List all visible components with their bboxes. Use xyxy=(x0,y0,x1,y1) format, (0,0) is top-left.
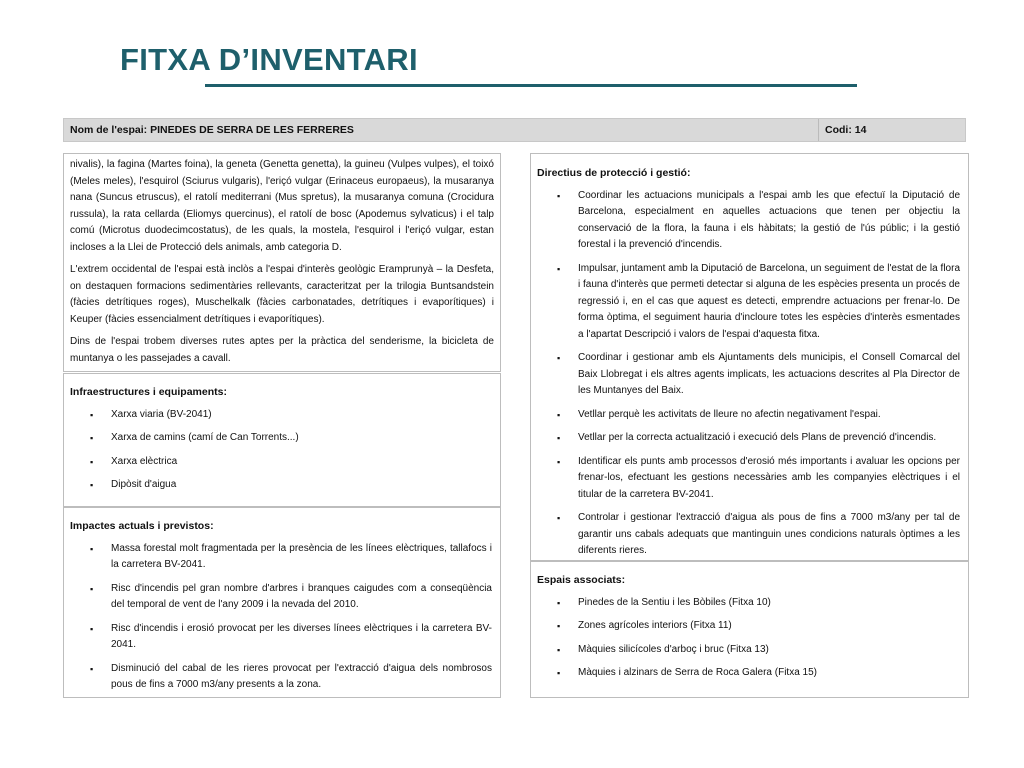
list-item: ▪ Xarxa de camins (camí de Can Torrents...) xyxy=(70,430,494,447)
list-item: ▪ Identificar els punts amb processos d'erosió més importants i avaluar les opcions per frenar-los, efectuant les gestions necessàries amb les companyies elèctriques i el titular de la carretera BV-2041. xyxy=(537,454,962,504)
intro-paragraph: L'extrem occidental de l'espai està inclòs a l'espai d'interès geològic Eramprunyà – la Desfeta, on destaquen formacions sedimentàries rellevants, caracteritzat per la trilogia Buntsandstein (fàcies detrítiques roges), Muschelkalk (fàcies carbonatades, detrítiques i evaporítiques) i Keuper (fàcies essencialment detrítiques i evaporítiques). xyxy=(70,264,494,325)
section-heading: Infraestructures i equipaments: xyxy=(70,386,227,398)
list-item: ▪ Risc d'incendis pel gran nombre d'arbres i branques caigudes com a conseqüència del temporal de vent de l'any 2009 i la nevada del 2010. xyxy=(70,581,494,614)
list-item: ▪ Zones agrícoles interiors (Fitxa 11) xyxy=(537,618,962,635)
directives-list xyxy=(537,188,962,560)
infrastructures-section xyxy=(63,373,501,507)
title-underline xyxy=(205,84,857,87)
associated-spaces-section xyxy=(530,561,969,698)
impacts-section xyxy=(63,507,501,698)
list-item: ▪ Vetllar per la correcta actualització i execució dels Plans de prevenció d'incendis. xyxy=(537,430,962,447)
section-heading: Impactes actuals i previstos: xyxy=(70,520,214,532)
space-name: Nom de l'espai: PINEDES DE SERRA DE LES FERRERES xyxy=(70,124,354,136)
list-item: ▪ Risc d'incendis i erosió provocat per les diverses línees elèctriques i la carretera BV-2041. xyxy=(70,621,494,654)
impacts-list xyxy=(70,541,494,694)
list-item: ▪ Màquies i alzinars de Serra de Roca Galera (Fitxa 15) xyxy=(537,665,962,682)
page-title: FITXA D’INVENTARI xyxy=(120,42,418,77)
list-item: ▪ Xarxa elèctrica xyxy=(70,454,494,471)
list-item: ▪ Controlar i gestionar l'extracció d'aigua als pous de fins a 7000 m3/any per tal de garantir uns cabals adequats que mantinguin unes condicions naturals òptimes a les diferents rieres. xyxy=(537,510,962,560)
record-header xyxy=(63,118,966,142)
intro-paragraph: nivalis), la fagina (Martes foina), la geneta (Genetta genetta), la guineu (Vulpes vulpes), el toixó (Meles meles), l'esquirol (Sciurus vulgaris), l'eriçó vulgar (Erinaceus europaeus), la musaranya nana (Suncus etruscus), el ratolí mediterrani (Mus spretus), la musaranya comuna (Crocidura russula), la rata cellarda (Eliomys quercinus), el ratolí de bosc (Apodemus sylvaticus) i el talp comú (Microtus duodecimcostatus), de les quals, la mostela, l'esquirol i l'eriçó vulgar, estan incloses a la Llei de Protecció dels animals, amb categoria D. xyxy=(70,159,494,253)
intro-paragraph: Dins de l'espai trobem diverses rutes aptes per la pràctica del senderisme, la bicicleta de muntanya o les passejades a cavall. xyxy=(70,336,494,364)
list-item: ▪ Coordinar les actuacions municipals a l'espai amb les que efectuï la Diputació de Barcelona, especialment en aquelles actuacions que tenen per objectiu la conservació de la flora, la fauna i els hàbitats; la gestió de l'ús públic; i la gestió forestal i la prevenció d'incendis. xyxy=(537,188,962,254)
list-item: ▪ Pinedes de la Sentiu i les Bòbiles (Fitxa 10) xyxy=(537,595,962,612)
intro-section xyxy=(63,153,501,372)
list-item: ▪ Impulsar, juntament amb la Diputació de Barcelona, un seguiment de l'estat de la flora i fauna d'interès que permeti detectar si alguna de les espècies presenta un procés de regressió i, en el cas que aquest es detecti, emprendre actuacions per frenar-lo. De forma òptima, el seguiment hauria d'incloure totes les espècies d'interès esmentades a l'apartat Descripció i valors de l'espai d'aquesta fitxa. xyxy=(537,261,962,344)
directives-section xyxy=(530,153,969,561)
list-item: ▪ Vetllar perquè les activitats de lleure no afectin negativament l'espai. xyxy=(537,407,962,424)
infrastructures-list xyxy=(70,407,494,494)
list-item: ▪ Massa forestal molt fragmentada per la presència de les línees elèctriques, tallafocs i la carretera BV-2041. xyxy=(70,541,494,574)
associated-spaces-list xyxy=(537,595,962,682)
list-item: ▪ Coordinar i gestionar amb els Ajuntaments dels municipis, el Consell Comarcal del Baix Llobregat i els altres agents implicats, les actuacions descrites al Pla Director de les Muntanyes del Baix. xyxy=(537,350,962,400)
section-heading: Espais associats: xyxy=(537,574,626,586)
list-item: ▪ Disminució del cabal de les rieres provocat per l'extracció d'aigua dels nombrosos pous de fins a 7000 m3/any presents a la zona. xyxy=(70,661,494,694)
list-item: ▪ Dipòsit d'aigua xyxy=(70,477,494,494)
list-item: ▪ Màquies silicícoles d'arboç i bruc (Fitxa 13) xyxy=(537,642,962,659)
list-item: ▪ Xarxa viaria (BV-2041) xyxy=(70,407,494,424)
record-code: Codi: 14 xyxy=(818,119,866,141)
section-heading: Directius de protecció i gestió: xyxy=(537,167,691,179)
